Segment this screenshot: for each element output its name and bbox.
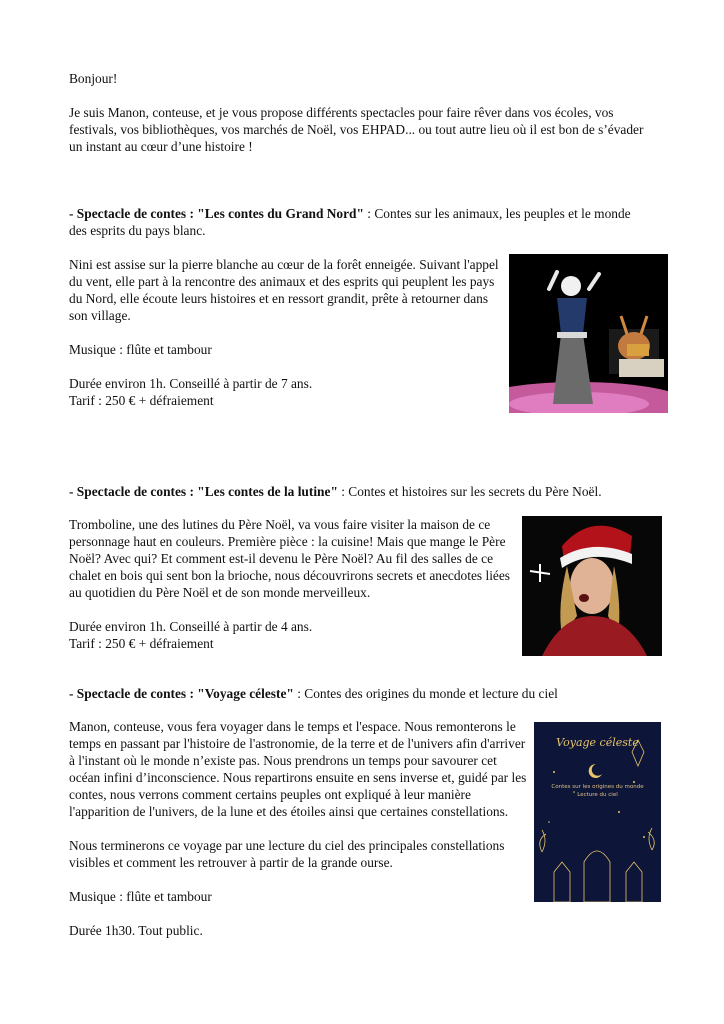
show2-body (69, 516, 517, 652)
storyteller-stage-photo (509, 254, 668, 413)
show3-subtitle: : Contes des origines du monde et lecture du ciel (293, 686, 558, 701)
show1-heading (69, 205, 649, 239)
show1-duration: Durée environ 1h. Conseillé à partir de 7 ans. (69, 376, 313, 391)
show1-price: Tarif : 250 € + défraiement (69, 393, 214, 408)
show1-prefix: - Spectacle de contes : (69, 206, 198, 221)
show2-heading (69, 483, 669, 500)
show2-price: Tarif : 250 € + défraiement (69, 636, 214, 651)
show1-music: Musique : flûte et tambour (69, 342, 212, 357)
show1-body (69, 256, 505, 409)
show3-body (69, 718, 531, 939)
show3-duration: Durée 1h30. Tout public. (69, 923, 203, 938)
show2-title: "Les contes de la lutine" (197, 484, 338, 499)
poster-title: Voyage céleste (556, 736, 639, 749)
show2-prefix: - Spectacle de contes : (69, 484, 198, 499)
show2-photo (522, 516, 662, 656)
show2-subtitle: : Contes et histoires sur les secrets du Père Noël. (337, 484, 602, 499)
show1-description: Nini est assise sur la pierre blanche au cœur de la forêt enneigée. Suivant l'appel du vent, elle part à la rencontre des animaux et des esprits qui peuplent les pays du Nord, elle écoute leurs histoires et en ressort grandit, prête à retourner dans son village. (69, 257, 499, 323)
poster-subtitle: Contes sur les origines du monde (551, 784, 644, 790)
show3-music: Musique : flûte et tambour (69, 889, 212, 904)
show3-heading (69, 685, 669, 702)
intro-paragraph: Je suis Manon, conteuse, et je vous propose différents spectacles pour faire rêver dans vos écoles, vos festivals, vos bibliothèques, vos marchés de Noël, vos EHPAD... ou tout autre lieu où il est bon de s’évader un instant au cœur d’une histoire ! (69, 105, 644, 154)
show3-description: Manon, conteuse, vous fera voyager dans le temps et l'espace. Nous remonterons le temps en passant par l'histoire de l'astronomie, de la terre et de l'univers afin d'arriver à l'instant où le monde n’existe pas. Nous prendrons un temps pour savourer cet océan infini d’inconscience. Nous repartirons ensuite en sens inverse et, guidé par les contes, nous verrons comment certains peuples ont expliqué à leur manière l'apparition de l'univers, de la lune et des étoiles ainsi que certaines constellations. (69, 719, 527, 819)
show1-subtitle: : Contes sur les animaux, les peuples et le monde des esprits du pays blanc. (69, 206, 631, 238)
show3-title: "Voyage céleste" (197, 686, 294, 701)
greeting: Bonjour! (69, 71, 118, 86)
show2-duration: Durée environ 1h. Conseillé à partir de 4 ans. (69, 619, 313, 634)
poster-artwork (534, 722, 661, 902)
intro-section (69, 70, 649, 155)
show3-poster (534, 722, 661, 902)
show1-title: "Les contes du Grand Nord" (197, 206, 364, 221)
elf-storyteller-photo (522, 516, 662, 656)
poster-subtitle2: Lecture du ciel (577, 792, 618, 798)
show2-description: Tromboline, une des lutines du Père Noël, va vous faire visiter la maison de ce personnage haut en couleurs. Première pièce : la cuisine! Mais que mange le Père Noël? Avec qui? Et comment est-il devenu le Père Noël? Au fil des salles de ce chalet en bois qui sent bon la brioche, nous découvrirons secrets et anecdotes liées au quotidien du Père Noël et de son monde merveilleux. (69, 517, 511, 600)
show3-prefix: - Spectacle de contes : (69, 686, 198, 701)
show1-photo (509, 254, 668, 413)
show3-ending: Nous terminerons ce voyage par une lecture du ciel des principales constellations visibles et comment les retrouver à partir de la grande ourse. (69, 838, 505, 870)
